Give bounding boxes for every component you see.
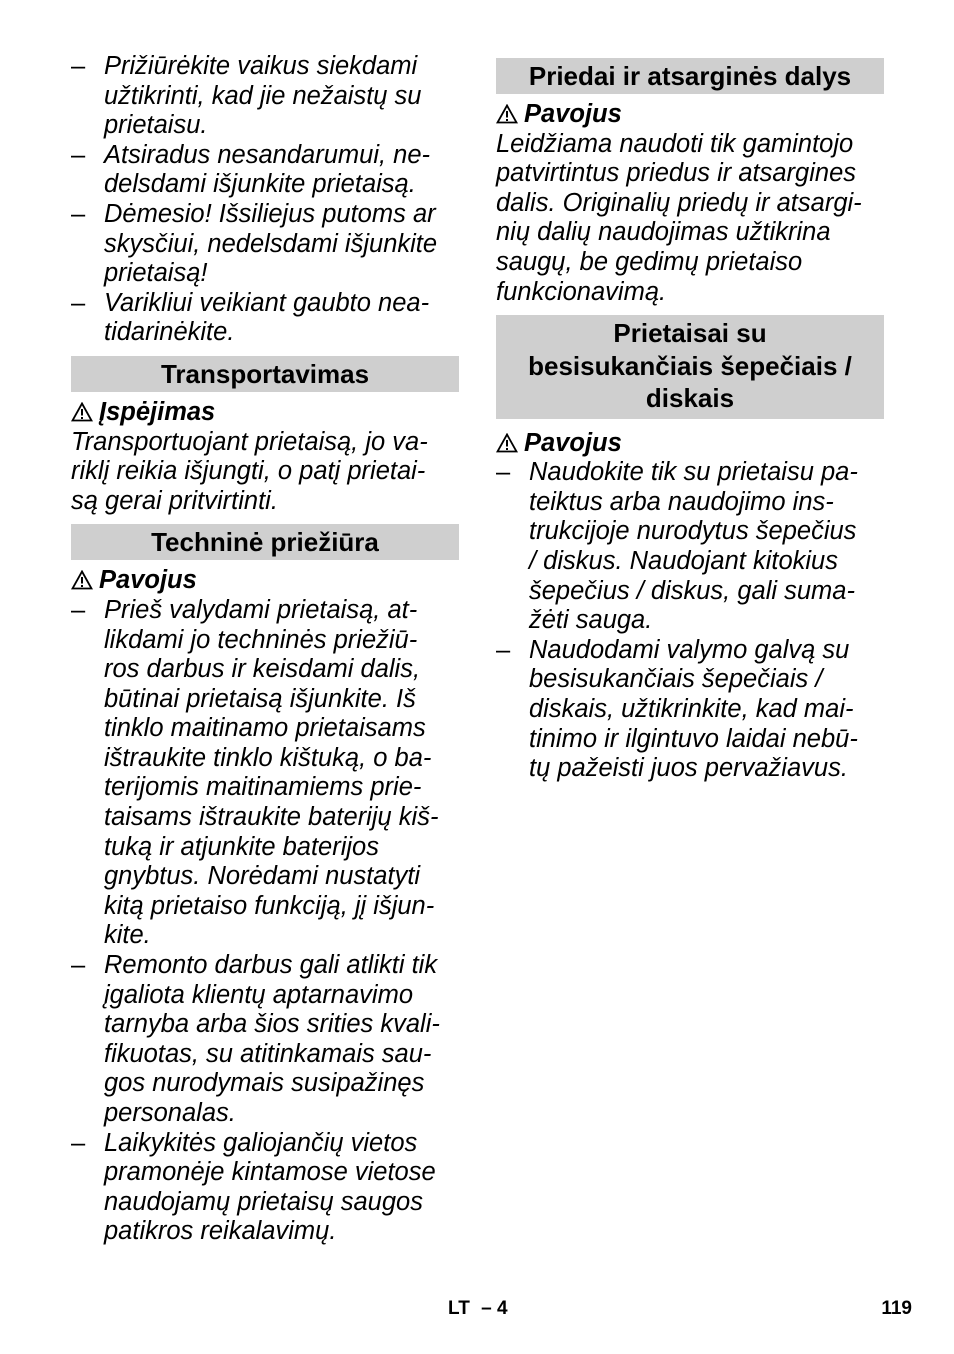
warning-label (496, 429, 884, 459)
list-item (71, 200, 459, 289)
list-item-text: Naudodami valymo galvą su besisukančiais šepečiais / diskais, užtikrinkite, kad mai- tinimo ir ilgintuvo laidai nebū- tų pažeisti juos pervažiavus. (529, 635, 858, 783)
list-dash: – (71, 595, 86, 624)
left-column (71, 52, 459, 1247)
warning-triangle-icon (71, 402, 93, 422)
intro-safety-list (71, 52, 459, 348)
list-item (71, 289, 459, 348)
maintenance-list (71, 596, 459, 1247)
list-item (71, 1129, 459, 1247)
list-item (496, 636, 884, 784)
list-dash: – (71, 52, 86, 80)
section-heading-maintenance: Techninė priežiūra (71, 524, 459, 560)
list-item-text: Laikykitės galiojančių vietos pramonėje kintamose vietose naudojamų prietaisų saugos patikros reikalavimų. (104, 1128, 436, 1246)
warning-triangle-icon (496, 104, 518, 124)
list-item (71, 951, 459, 1129)
footer-dash: – (481, 1298, 492, 1319)
list-dash: – (71, 951, 86, 980)
warning-label-text: Pavojus (524, 428, 622, 457)
list-dash: – (496, 458, 511, 487)
warning-label-text: Įspėjimas (99, 397, 216, 426)
list-item (71, 596, 459, 951)
list-item-text: Prieš valydami prietaisą, at- likdami jo techninės priežiū- ros darbus ir keisdami dalis, būtinai prietaisą išjunkite. Iš tinklo maitinamo prietaisams ištraukite tinklo kištuką, o ba- terijomis maitinamiems prie- taisams ištraukite baterijų kiš- tuką ir atjunkite baterijos gnybtus. Norėdami nustatyti kitą prietaiso funkciją, jį išjun- kite. (104, 595, 439, 950)
list-item-text: Prižiūrėkite vaikus siekdami užtikrinti, kad jie nežaistų su prietaisu. (104, 52, 422, 140)
right-column (496, 56, 884, 784)
footer-section-label (448, 1298, 508, 1320)
list-item-text: Varikliui veikiant gaubto nea- tidarinėkite. (104, 288, 430, 347)
warning-label-text: Pavojus (99, 566, 197, 595)
list-item-text: Dėmesio! Išsiliejus putoms ar skysčiui, nedelsdami išjunkite prietaisą! (104, 199, 438, 288)
accessories-text: Leidžiama naudoti tik gamintojo patvirtintus priedus ir atsargines dalis. Originalių priedų ir atsargi- nių dalių naudojimas užtikrina saugų, be gedimų prietaiso funkcionavimą. (496, 129, 862, 306)
brushes-list (496, 458, 884, 784)
list-dash: – (71, 1128, 86, 1157)
section-heading-brushes: Prietaisai su besisukančiais šepečiais / diskais (496, 315, 884, 419)
footer-language: LT (448, 1298, 470, 1319)
warning-label (71, 398, 459, 428)
page-number: 119 (881, 1298, 912, 1319)
warning-label-text: Pavojus (524, 100, 622, 128)
warning-triangle-icon (496, 433, 518, 453)
list-dash: – (71, 288, 86, 317)
section-heading-accessories: Priedai ir atsarginės dalys (496, 58, 884, 94)
list-item-text: Remonto darbus gali atlikti tik įgaliota klientų aptarnavimo tarnyba arba šios srities kvali- fikuotas, su atitinkamais sau- gos nurodymais susipažinęs personalas. (104, 951, 440, 1127)
warning-label (496, 100, 884, 130)
transport-text: Transportuojant prietaisą, jo va- riklį reikia išjungti, o patį prietai- są gerai pritvirtinti. (71, 427, 428, 515)
list-item (71, 52, 459, 141)
list-item-text: Atsiradus nesandarumui, ne- delsdami išjunkite prietaisą. (104, 140, 431, 199)
footer-section-page: 4 (496, 1298, 508, 1319)
list-item-text: Naudokite tik su prietaisu pa- teiktus arba naudojimo ins- trukcijoje nurodytus šepečius / diskus. Naudojant kitokius šepečius / diskus, gali suma- žėti sauga. (529, 458, 858, 635)
warning-label (71, 566, 459, 596)
list-dash: – (71, 199, 86, 228)
list-dash: – (71, 140, 86, 169)
warning-triangle-icon (71, 570, 93, 590)
list-item (496, 458, 884, 636)
section-heading-transport: Transportavimas (71, 356, 459, 392)
list-dash: – (496, 635, 511, 664)
list-item (71, 141, 459, 200)
